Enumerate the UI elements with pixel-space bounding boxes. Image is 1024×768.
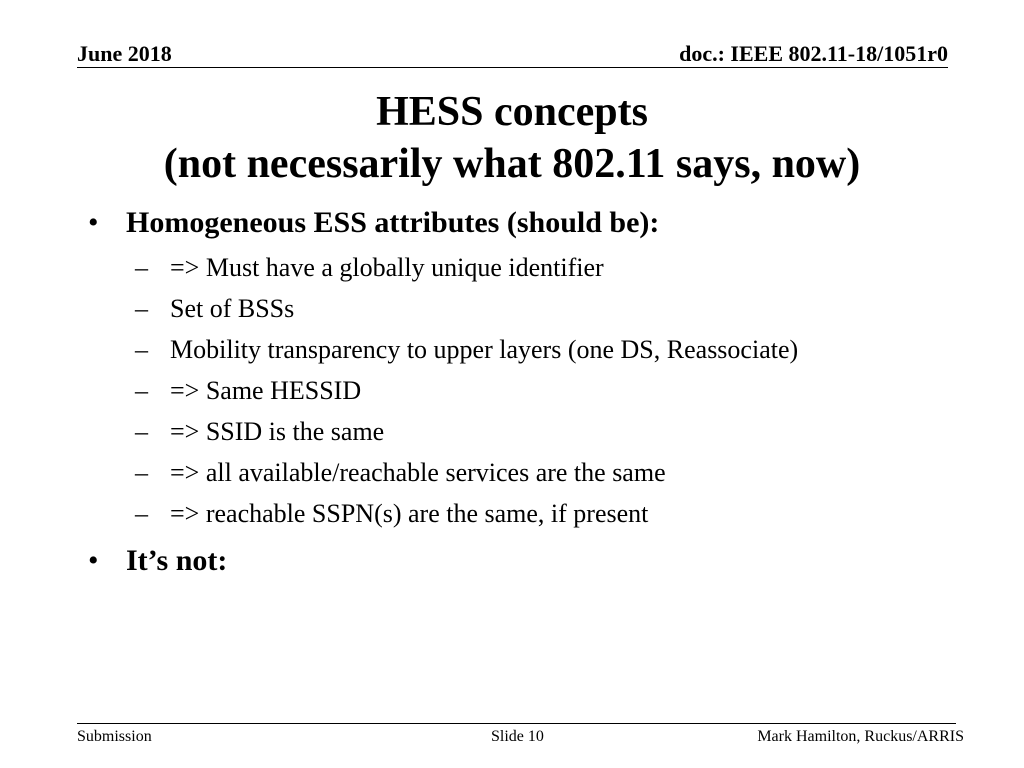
sub-bullet-text: => Must have a globally unique identifier — [170, 253, 604, 282]
bullet-text: It’s not: — [126, 544, 228, 577]
dash-icon: – — [135, 294, 148, 323]
sub-bullet-text: => reachable SSPN(s) are the same, if present — [170, 499, 649, 528]
sub-bullet-text: => SSID is the same — [170, 417, 385, 446]
footer-submission: Submission — [77, 728, 152, 745]
dash-icon: – — [135, 376, 148, 405]
dash-icon: – — [135, 499, 148, 528]
dash-icon: – — [135, 458, 148, 487]
footer-divider — [77, 723, 956, 724]
bullet-text: Homogeneous ESS attributes (should be): — [126, 206, 660, 239]
slide-title-line-1: HESS concepts — [376, 89, 648, 135]
dash-icon: – — [135, 253, 148, 282]
header-doc-id: doc.: IEEE 802.11-18/1051r0 — [679, 41, 948, 66]
footer-slide-number: Slide 10 — [491, 728, 544, 745]
sub-bullet-text: => all available/reachable services are the same — [170, 458, 666, 487]
sub-bullet-text: Set of BSSs — [170, 294, 295, 323]
bullet-icon: • — [88, 544, 99, 577]
footer-author: Mark Hamilton, Ruckus/ARRIS — [757, 728, 964, 745]
dash-icon: – — [135, 335, 148, 364]
header-date: June 2018 — [77, 41, 172, 66]
sub-bullet-text: => Same HESSID — [170, 376, 362, 405]
bullet-icon: • — [88, 206, 99, 239]
dash-icon: – — [135, 417, 148, 446]
sub-bullet-text: Mobility transparency to upper layers (one DS, Reassociate) — [170, 335, 799, 364]
slide-title-line-2: (not necessarily what 802.11 says, now) — [163, 141, 861, 187]
